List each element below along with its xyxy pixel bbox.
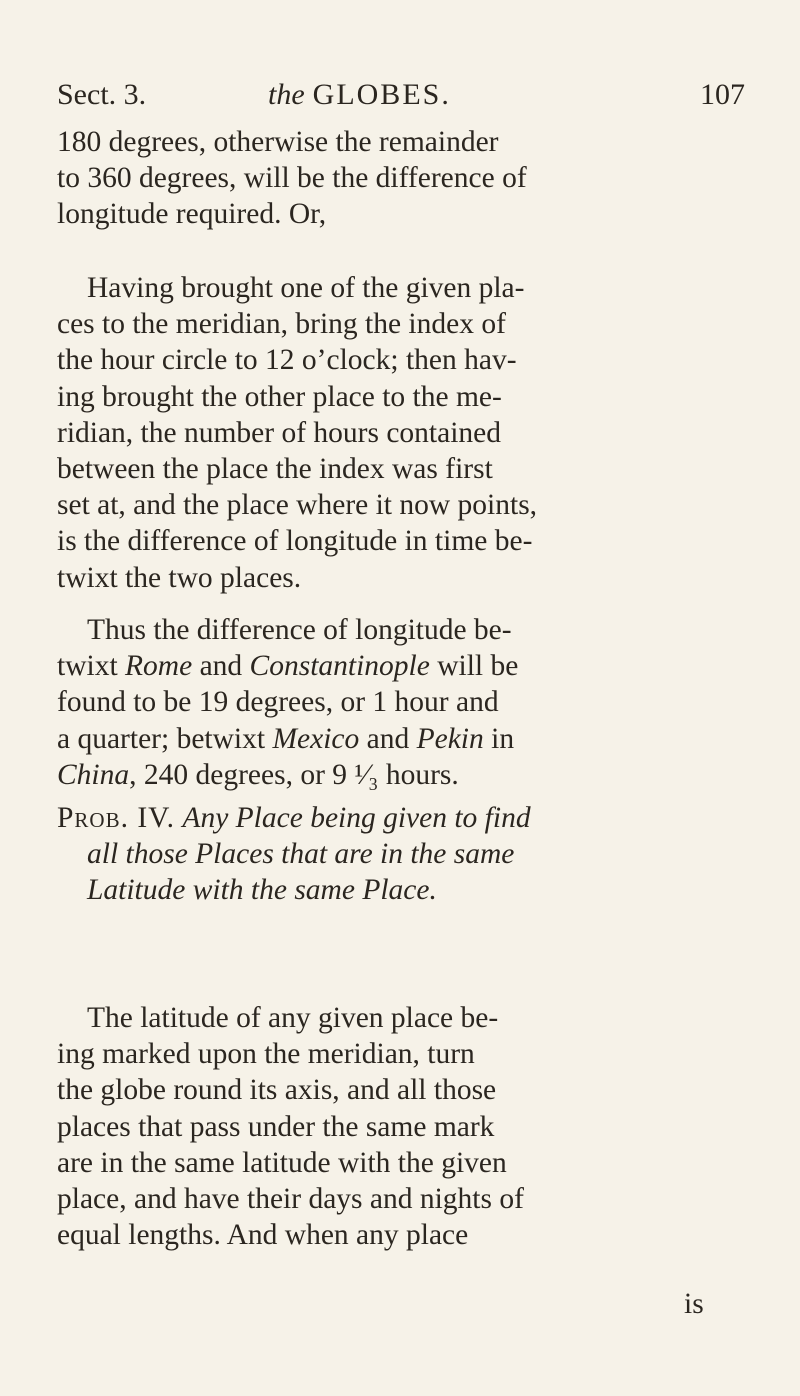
- paragraph-4: [57, 1000, 743, 1253]
- text-line: [57, 836, 743, 872]
- running-title-word: GLOBES.: [312, 78, 451, 111]
- place-name-china: China: [57, 758, 130, 791]
- text-line: Thus the difference of longitude be-: [87, 614, 512, 646]
- problem-heading: [57, 800, 743, 909]
- text-run: twixt: [57, 650, 126, 683]
- place-name-rome: Rome: [125, 650, 193, 683]
- catchword: is: [684, 1288, 704, 1320]
- problem-title: Any Place being given to find: [182, 802, 531, 834]
- text-run: will be: [429, 650, 519, 683]
- section-label: Sect. 3.: [57, 78, 147, 111]
- place-name-mexico: Mexico: [272, 722, 360, 755]
- paragraph-1: [57, 124, 743, 233]
- text-line: 180 degrees, otherwise the remainder: [57, 126, 499, 158]
- page-number: 107: [700, 78, 745, 111]
- text-line: are in the same latitude with the given: [57, 1146, 507, 1179]
- running-title-article: the: [268, 78, 305, 111]
- text-line: the globe round its axis, and all those: [57, 1074, 497, 1107]
- text-line: The latitude of any given place be-: [87, 1002, 499, 1034]
- text-line: [57, 872, 743, 908]
- text-line: longitude required. Or,: [57, 198, 327, 231]
- text-line: twixt the two places.: [57, 561, 302, 594]
- text-line: ing brought the other place to the me-: [57, 380, 502, 413]
- running-title: [268, 78, 451, 112]
- text-line: [57, 648, 743, 684]
- text-line: Having brought one of the given pla-: [87, 272, 525, 304]
- text-line: ridian, the number of hours contained: [57, 416, 502, 449]
- text-run: a quarter; betwixt: [57, 722, 273, 755]
- problem-title: all those Places that are in the same: [87, 838, 515, 871]
- problem-label: Prob. IV.: [57, 802, 176, 834]
- text-line: [57, 800, 743, 836]
- place-name-constantinople: Constantinople: [249, 650, 430, 683]
- place-name-pekin: Pekin: [416, 722, 484, 755]
- text-line: found to be 19 degrees, or 1 hour and: [57, 686, 499, 719]
- problem-title: Latitude with the same Place.: [87, 874, 437, 907]
- running-header: [0, 72, 800, 116]
- text-line: places that pass under the same mark: [57, 1110, 495, 1143]
- text-line: is the difference of longitude in time be-: [57, 525, 533, 558]
- text-run: and: [192, 650, 250, 683]
- text-line: between the place the index was first: [57, 453, 493, 486]
- text-line: the hour circle to 12 o’clock; then hav-: [57, 344, 517, 377]
- text-run: in: [483, 722, 515, 755]
- text-line: place, and have their days and nights of: [57, 1183, 524, 1216]
- text-line: [57, 757, 743, 793]
- text-line: equal lengths. And when any place: [57, 1219, 469, 1252]
- text-run: , 240 degrees, or 9 ¹⁄₃ hours.: [129, 758, 459, 791]
- paragraph-3: [57, 612, 743, 793]
- text-line: ing marked upon the meridian, turn: [57, 1038, 475, 1071]
- text-line: ces to the meridian, bring the index of: [57, 308, 506, 341]
- text-run: and: [359, 722, 417, 755]
- text-line: to 360 degrees, will be the difference of: [57, 162, 527, 195]
- text-line: set at, and the place where it now points,: [57, 489, 538, 522]
- text-line: [57, 721, 743, 757]
- paragraph-2: [57, 270, 743, 596]
